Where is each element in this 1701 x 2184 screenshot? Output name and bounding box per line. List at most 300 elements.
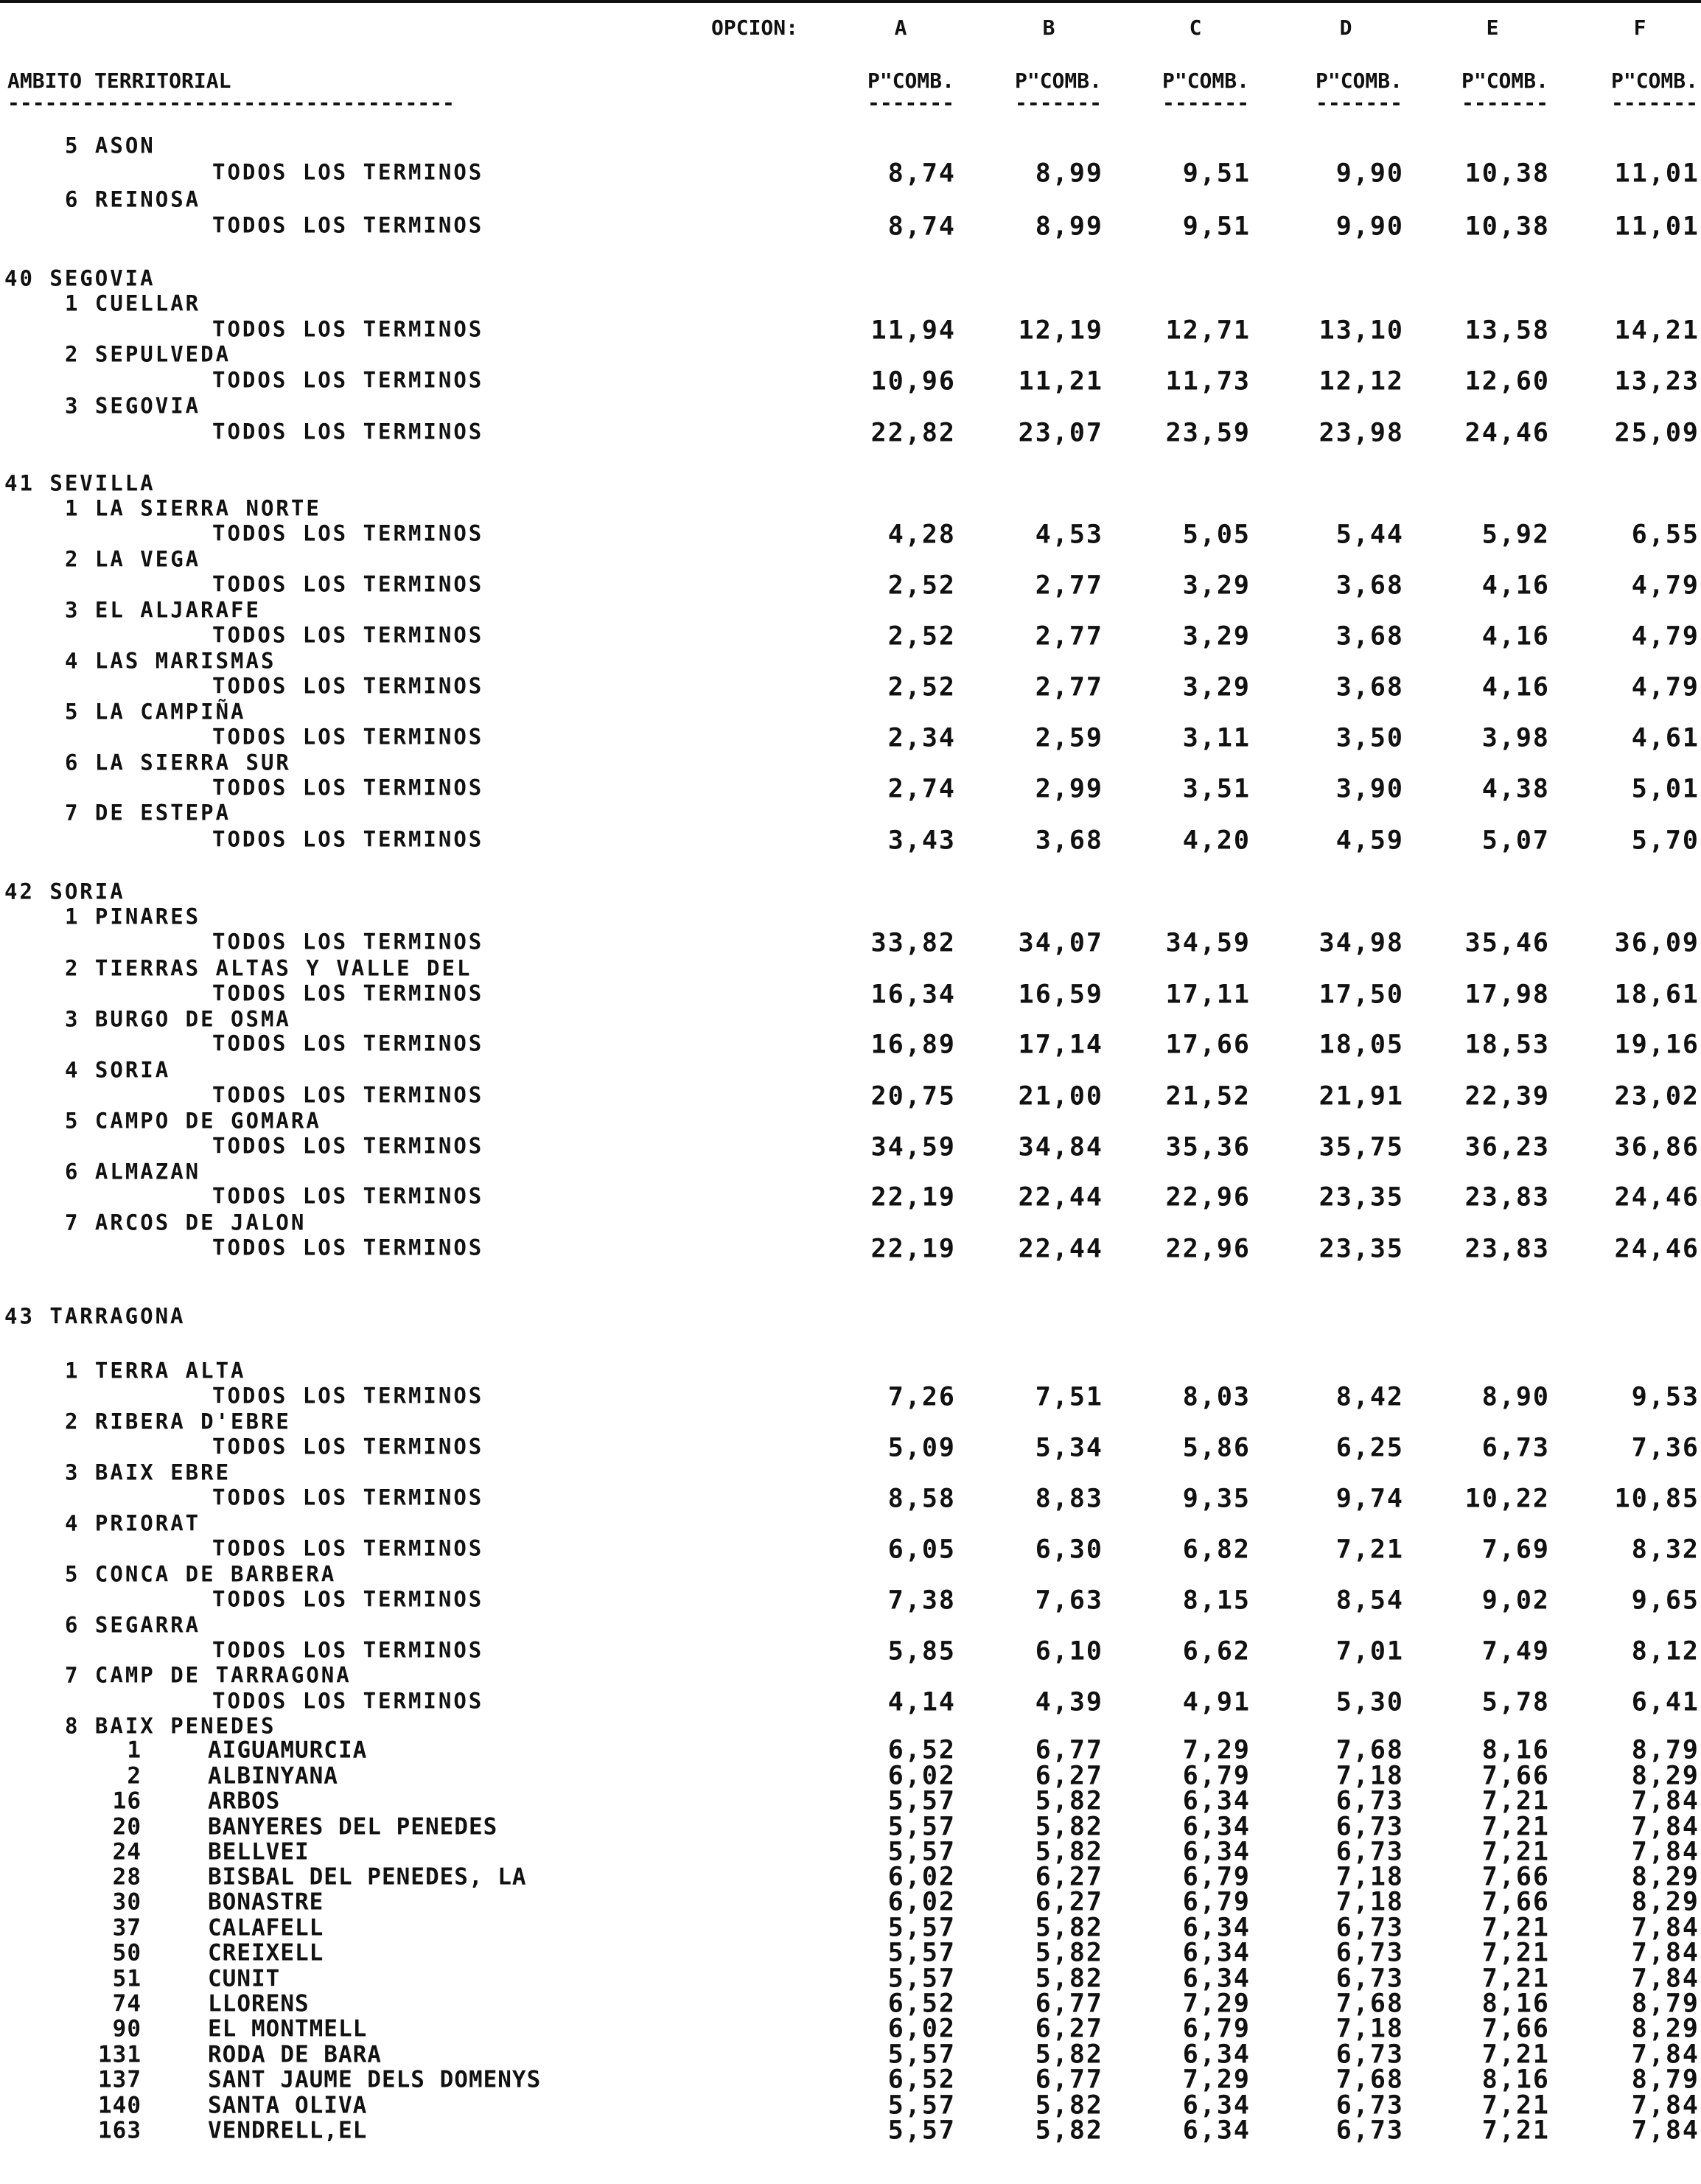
value-cell-b: 22,44 bbox=[1018, 1234, 1103, 1264]
unit-header-underline: ------- bbox=[1610, 91, 1698, 115]
value-cell-b: 5,82 bbox=[1035, 1837, 1103, 1867]
value-cell-a: 5,57 bbox=[887, 1913, 956, 1943]
value-cell-d: 23,35 bbox=[1318, 1234, 1404, 1264]
value-cell-a: 2,74 bbox=[887, 774, 956, 804]
province-heading: 42 SORIA bbox=[4, 879, 125, 904]
value-cell-f: 4,61 bbox=[1631, 723, 1700, 753]
value-cell-f: 23,02 bbox=[1614, 1081, 1700, 1112]
value-cell-e: 7,66 bbox=[1481, 2014, 1550, 2044]
unit-header-underline: ------- bbox=[1162, 91, 1249, 115]
value-cell-d: 21,91 bbox=[1318, 1081, 1404, 1112]
row-label: TODOS LOS TERMINOS bbox=[212, 1434, 484, 1459]
value-cell-e: 7,49 bbox=[1481, 1636, 1550, 1667]
row-label: TODOS LOS TERMINOS bbox=[212, 159, 484, 185]
value-cell-c: 11,73 bbox=[1165, 366, 1251, 397]
zone-heading: 4 LAS MARISMAS bbox=[65, 648, 276, 674]
value-cell-f: 7,36 bbox=[1631, 1433, 1700, 1463]
value-cell-c: 6,34 bbox=[1182, 1964, 1251, 1994]
value-cell-c: 9,35 bbox=[1182, 1484, 1251, 1514]
unit-header: P"COMB. bbox=[1610, 69, 1698, 93]
value-cell-b: 8,83 bbox=[1035, 1484, 1103, 1514]
option-header-a: A bbox=[894, 15, 907, 40]
unit-header: P"COMB. bbox=[1014, 69, 1102, 93]
value-cell-a: 2,52 bbox=[887, 672, 956, 702]
value-cell-c: 3,11 bbox=[1182, 723, 1251, 753]
value-cell-e: 3,98 bbox=[1481, 723, 1550, 753]
municipality-name: BONASTRE bbox=[208, 1888, 324, 1916]
value-cell-c: 6,79 bbox=[1182, 1761, 1251, 1791]
value-cell-c: 3,29 bbox=[1182, 672, 1251, 702]
unit-header-underline: ------- bbox=[1014, 91, 1102, 115]
value-cell-a: 3,43 bbox=[887, 826, 956, 856]
value-cell-a: 4,14 bbox=[887, 1687, 956, 1717]
value-cell-a: 5,09 bbox=[887, 1433, 956, 1463]
value-cell-b: 5,82 bbox=[1035, 1938, 1103, 1968]
value-cell-d: 6,73 bbox=[1335, 1812, 1404, 1842]
row-label: TODOS LOS TERMINOS bbox=[212, 419, 484, 444]
value-cell-e: 5,07 bbox=[1481, 826, 1550, 856]
zone-heading: 7 CAMP DE TARRAGONA bbox=[65, 1662, 352, 1688]
value-cell-d: 7,18 bbox=[1335, 1862, 1404, 1892]
value-cell-d: 3,68 bbox=[1335, 571, 1404, 601]
value-cell-e: 7,66 bbox=[1481, 1862, 1550, 1892]
value-cell-d: 9,90 bbox=[1335, 212, 1404, 242]
municipality-name: VENDRELL,EL bbox=[208, 2117, 368, 2144]
value-cell-f: 5,70 bbox=[1631, 826, 1700, 856]
value-cell-e: 13,58 bbox=[1464, 315, 1550, 346]
value-cell-c: 5,05 bbox=[1182, 520, 1251, 550]
value-cell-a: 20,75 bbox=[870, 1081, 956, 1112]
zone-heading: 3 SEGOVIA bbox=[65, 393, 201, 419]
row-label: TODOS LOS TERMINOS bbox=[212, 1235, 484, 1260]
option-header-f: F bbox=[1633, 15, 1646, 40]
value-cell-d: 3,50 bbox=[1335, 723, 1404, 753]
municipality-name: AIGUAMURCIA bbox=[208, 1737, 368, 1764]
municipality-name: ARBOS bbox=[208, 1787, 281, 1815]
value-cell-e: 4,38 bbox=[1481, 774, 1550, 804]
value-cell-a: 8,74 bbox=[887, 212, 956, 242]
row-label: TODOS LOS TERMINOS bbox=[212, 622, 484, 648]
value-cell-e: 5,92 bbox=[1481, 520, 1550, 550]
value-cell-c: 6,34 bbox=[1182, 2115, 1251, 2146]
zone-heading: 3 BAIX EBRE bbox=[65, 1459, 231, 1485]
value-cell-e: 18,53 bbox=[1464, 1030, 1550, 1060]
value-cell-b: 6,77 bbox=[1035, 2065, 1103, 2095]
value-cell-c: 23,59 bbox=[1165, 418, 1251, 448]
value-cell-f: 8,79 bbox=[1631, 1989, 1700, 2019]
zone-heading: 3 EL ALJARAFE bbox=[65, 597, 261, 623]
municipality-code: 20 bbox=[112, 1813, 142, 1841]
municipality-name: CUNIT bbox=[208, 1965, 281, 1992]
municipality-code: 140 bbox=[98, 2092, 142, 2119]
value-cell-d: 13,10 bbox=[1318, 315, 1404, 346]
value-cell-d: 7,68 bbox=[1335, 2065, 1404, 2095]
value-cell-b: 3,68 bbox=[1035, 826, 1103, 856]
province-heading: 41 SEVILLA bbox=[4, 470, 156, 496]
value-cell-b: 5,34 bbox=[1035, 1433, 1103, 1463]
opcion-label: OPCION: bbox=[711, 15, 799, 40]
value-cell-c: 22,96 bbox=[1165, 1182, 1251, 1213]
municipality-name: SANTA OLIVA bbox=[208, 2092, 368, 2119]
value-cell-a: 7,38 bbox=[887, 1585, 956, 1616]
value-cell-c: 7,29 bbox=[1182, 1735, 1251, 1765]
row-label: TODOS LOS TERMINOS bbox=[212, 1688, 484, 1714]
value-cell-c: 6,79 bbox=[1182, 2014, 1251, 2044]
value-cell-b: 2,77 bbox=[1035, 571, 1103, 601]
value-cell-e: 8,16 bbox=[1481, 1735, 1550, 1765]
value-cell-f: 4,79 bbox=[1631, 621, 1700, 652]
value-cell-a: 6,52 bbox=[887, 2065, 956, 2095]
option-header-e: E bbox=[1486, 15, 1499, 40]
value-cell-c: 35,36 bbox=[1165, 1132, 1251, 1162]
value-cell-d: 8,54 bbox=[1335, 1585, 1404, 1616]
value-cell-f: 7,84 bbox=[1631, 2115, 1700, 2146]
row-label: TODOS LOS TERMINOS bbox=[212, 520, 484, 546]
value-cell-e: 4,16 bbox=[1481, 621, 1550, 652]
value-cell-e: 22,39 bbox=[1464, 1081, 1550, 1112]
unit-header: P"COMB. bbox=[1162, 69, 1249, 93]
unit-header-underline: ------- bbox=[1461, 91, 1548, 115]
value-cell-a: 2,34 bbox=[887, 723, 956, 753]
value-cell-e: 35,46 bbox=[1464, 928, 1550, 958]
value-cell-c: 6,79 bbox=[1182, 1887, 1251, 1917]
municipality-name: BELLVEI bbox=[208, 1838, 310, 1866]
value-cell-f: 11,01 bbox=[1614, 158, 1700, 189]
unit-header: P"COMB. bbox=[867, 69, 954, 93]
value-cell-f: 4,79 bbox=[1631, 672, 1700, 702]
value-cell-a: 11,94 bbox=[870, 315, 956, 346]
municipality-name: RODA DE BARA bbox=[208, 2041, 382, 2068]
row-label: TODOS LOS TERMINOS bbox=[212, 724, 484, 750]
option-header-b: B bbox=[1042, 15, 1055, 40]
value-cell-b: 7,51 bbox=[1035, 1382, 1103, 1412]
value-cell-a: 5,57 bbox=[887, 1964, 956, 1994]
value-cell-f: 8,29 bbox=[1631, 2014, 1700, 2044]
value-cell-c: 6,34 bbox=[1182, 1938, 1251, 1968]
value-cell-a: 5,57 bbox=[887, 1938, 956, 1968]
value-cell-b: 5,82 bbox=[1035, 2040, 1103, 2070]
value-cell-d: 7,01 bbox=[1335, 1636, 1404, 1667]
unit-header: P"COMB. bbox=[1461, 69, 1548, 93]
value-cell-b: 8,99 bbox=[1035, 158, 1103, 189]
value-cell-b: 2,99 bbox=[1035, 774, 1103, 804]
value-cell-a: 8,58 bbox=[887, 1484, 956, 1514]
value-cell-a: 22,19 bbox=[870, 1182, 956, 1213]
value-cell-e: 10,38 bbox=[1464, 212, 1550, 242]
zone-heading: 5 ASON bbox=[65, 133, 156, 158]
value-cell-f: 7,84 bbox=[1631, 1837, 1700, 1867]
value-cell-f: 7,84 bbox=[1631, 1812, 1700, 1842]
value-cell-f: 10,85 bbox=[1614, 1484, 1700, 1514]
row-label: TODOS LOS TERMINOS bbox=[212, 1082, 484, 1108]
municipality-name: LLORENS bbox=[208, 1990, 310, 2017]
row-label: TODOS LOS TERMINOS bbox=[212, 571, 484, 597]
zone-heading: 5 LA CAMPIÑA bbox=[65, 699, 246, 725]
value-cell-c: 12,71 bbox=[1165, 315, 1251, 346]
value-cell-a: 5,85 bbox=[887, 1636, 956, 1667]
value-cell-e: 7,21 bbox=[1481, 1964, 1550, 1994]
value-cell-d: 6,73 bbox=[1335, 2090, 1404, 2121]
value-cell-a: 6,02 bbox=[887, 2014, 956, 2044]
value-cell-b: 6,10 bbox=[1035, 1636, 1103, 1667]
value-cell-c: 8,15 bbox=[1182, 1585, 1251, 1616]
municipality-code: 163 bbox=[98, 2117, 142, 2144]
value-cell-b: 6,27 bbox=[1035, 1761, 1103, 1791]
value-cell-c: 5,86 bbox=[1182, 1433, 1251, 1463]
value-cell-b: 6,27 bbox=[1035, 2014, 1103, 2044]
value-cell-d: 7,68 bbox=[1335, 1735, 1404, 1765]
value-cell-a: 8,74 bbox=[887, 158, 956, 189]
value-cell-f: 19,16 bbox=[1614, 1030, 1700, 1060]
top-rule bbox=[0, 0, 1701, 3]
value-cell-e: 10,22 bbox=[1464, 1484, 1550, 1514]
value-cell-d: 3,90 bbox=[1335, 774, 1404, 804]
value-cell-a: 6,02 bbox=[887, 1761, 956, 1791]
value-cell-f: 7,84 bbox=[1631, 1964, 1700, 1994]
value-cell-a: 6,05 bbox=[887, 1535, 956, 1565]
value-cell-e: 7,21 bbox=[1481, 1786, 1550, 1816]
value-cell-f: 7,84 bbox=[1631, 2090, 1700, 2121]
value-cell-d: 18,05 bbox=[1318, 1030, 1404, 1060]
value-cell-b: 2,77 bbox=[1035, 621, 1103, 652]
row-label: TODOS LOS TERMINOS bbox=[212, 1133, 484, 1159]
value-cell-b: 17,14 bbox=[1018, 1030, 1103, 1060]
value-cell-f: 7,84 bbox=[1631, 1913, 1700, 1943]
value-cell-d: 6,73 bbox=[1335, 2115, 1404, 2146]
value-cell-d: 9,90 bbox=[1335, 158, 1404, 189]
row-label: TODOS LOS TERMINOS bbox=[212, 1637, 484, 1663]
value-cell-e: 5,78 bbox=[1481, 1687, 1550, 1717]
value-cell-a: 5,57 bbox=[887, 2040, 956, 2070]
value-cell-e: 23,83 bbox=[1464, 1182, 1550, 1213]
value-cell-c: 21,52 bbox=[1165, 1081, 1251, 1112]
municipality-name: ALBINYANA bbox=[208, 1762, 338, 1790]
value-cell-b: 34,07 bbox=[1018, 928, 1103, 958]
value-cell-e: 7,69 bbox=[1481, 1535, 1550, 1565]
unit-header: P"COMB. bbox=[1315, 69, 1403, 93]
province-heading: 43 TARRAGONA bbox=[4, 1303, 186, 1329]
value-cell-f: 8,79 bbox=[1631, 2065, 1700, 2095]
value-cell-e: 7,21 bbox=[1481, 2040, 1550, 2070]
row-label: TODOS LOS TERMINOS bbox=[212, 1535, 484, 1561]
municipality-name: CREIXELL bbox=[208, 1939, 324, 1967]
value-cell-e: 8,90 bbox=[1481, 1382, 1550, 1412]
value-cell-e: 17,98 bbox=[1464, 980, 1550, 1010]
value-cell-a: 16,34 bbox=[870, 980, 956, 1010]
value-cell-f: 24,46 bbox=[1614, 1234, 1700, 1264]
municipality-code: 74 bbox=[112, 1990, 142, 2017]
zone-heading: 4 PRIORAT bbox=[65, 1510, 201, 1536]
value-cell-e: 7,21 bbox=[1481, 1913, 1550, 1943]
zone-heading: 4 SORIA bbox=[65, 1057, 171, 1083]
value-cell-e: 9,02 bbox=[1481, 1585, 1550, 1616]
value-cell-f: 7,84 bbox=[1631, 1938, 1700, 1968]
municipality-code: 90 bbox=[112, 2015, 142, 2042]
value-cell-f: 14,21 bbox=[1614, 315, 1700, 346]
municipality-code: 1 bbox=[127, 1737, 142, 1764]
value-cell-b: 6,27 bbox=[1035, 1887, 1103, 1917]
municipality-code: 24 bbox=[112, 1838, 142, 1866]
value-cell-e: 8,16 bbox=[1481, 1989, 1550, 2019]
value-cell-d: 3,68 bbox=[1335, 672, 1404, 702]
value-cell-f: 6,55 bbox=[1631, 520, 1700, 550]
row-label: TODOS LOS TERMINOS bbox=[212, 775, 484, 800]
value-cell-b: 6,27 bbox=[1035, 1862, 1103, 1892]
zone-heading: 6 REINOSA bbox=[65, 186, 201, 212]
zone-heading: 5 CAMPO DE GOMARA bbox=[65, 1108, 321, 1134]
value-cell-f: 5,01 bbox=[1631, 774, 1700, 804]
value-cell-d: 9,74 bbox=[1335, 1484, 1404, 1514]
municipality-code: 137 bbox=[98, 2066, 142, 2093]
value-cell-d: 23,35 bbox=[1318, 1182, 1404, 1213]
value-cell-b: 6,30 bbox=[1035, 1535, 1103, 1565]
municipality-name: SANT JAUME DELS DOMENYS bbox=[208, 2066, 542, 2093]
value-cell-c: 3,51 bbox=[1182, 774, 1251, 804]
row-label: TODOS LOS TERMINOS bbox=[212, 929, 484, 955]
value-cell-a: 22,82 bbox=[870, 418, 956, 448]
value-cell-a: 5,57 bbox=[887, 1812, 956, 1842]
value-cell-d: 6,25 bbox=[1335, 1433, 1404, 1463]
value-cell-d: 8,42 bbox=[1335, 1382, 1404, 1412]
row-label: TODOS LOS TERMINOS bbox=[212, 367, 484, 393]
municipality-code: 51 bbox=[112, 1965, 142, 1992]
value-cell-e: 10,38 bbox=[1464, 158, 1550, 189]
zone-heading: 1 TERRA ALTA bbox=[65, 1358, 246, 1384]
value-cell-f: 8,29 bbox=[1631, 1862, 1700, 1892]
value-cell-c: 6,34 bbox=[1182, 1913, 1251, 1943]
row-label: TODOS LOS TERMINOS bbox=[212, 212, 484, 238]
option-header-c: C bbox=[1189, 15, 1202, 40]
municipality-code: 37 bbox=[112, 1914, 142, 1941]
zone-heading: 8 BAIX PENEDES bbox=[65, 1713, 276, 1739]
municipality-code: 131 bbox=[98, 2041, 142, 2068]
zone-heading: 2 LA VEGA bbox=[65, 546, 201, 572]
value-cell-d: 23,98 bbox=[1318, 418, 1404, 448]
zone-heading: 5 CONCA DE BARBERA bbox=[65, 1561, 337, 1587]
value-cell-d: 17,50 bbox=[1318, 980, 1404, 1010]
row-label: TODOS LOS TERMINOS bbox=[212, 1586, 484, 1612]
value-cell-e: 7,21 bbox=[1481, 1812, 1550, 1842]
value-cell-b: 4,53 bbox=[1035, 520, 1103, 550]
value-cell-a: 5,57 bbox=[887, 1786, 956, 1816]
value-cell-c: 4,91 bbox=[1182, 1687, 1251, 1717]
value-cell-a: 5,57 bbox=[887, 2115, 956, 2146]
value-cell-b: 7,63 bbox=[1035, 1585, 1103, 1616]
value-cell-d: 5,44 bbox=[1335, 520, 1404, 550]
value-cell-a: 22,19 bbox=[870, 1234, 956, 1264]
value-cell-e: 4,16 bbox=[1481, 571, 1550, 601]
value-cell-f: 8,29 bbox=[1631, 1761, 1700, 1791]
value-cell-e: 7,21 bbox=[1481, 2115, 1550, 2146]
municipality-name: BISBAL DEL PENEDES, LA bbox=[208, 1863, 527, 1891]
ambito-underline: ------------------------------------ bbox=[7, 91, 455, 115]
value-cell-f: 8,12 bbox=[1631, 1636, 1700, 1667]
value-cell-b: 34,84 bbox=[1018, 1132, 1103, 1162]
value-cell-d: 7,18 bbox=[1335, 1761, 1404, 1791]
value-cell-a: 6,02 bbox=[887, 1862, 956, 1892]
zone-heading: 7 DE ESTEPA bbox=[65, 800, 231, 826]
value-cell-d: 5,30 bbox=[1335, 1687, 1404, 1717]
zone-heading: 2 TIERRAS ALTAS Y VALLE DEL bbox=[65, 955, 472, 981]
value-cell-b: 6,77 bbox=[1035, 1989, 1103, 2019]
municipality-code: 2 bbox=[127, 1762, 142, 1790]
value-cell-e: 12,60 bbox=[1464, 366, 1550, 397]
value-cell-d: 7,68 bbox=[1335, 1989, 1404, 2019]
municipality-name: BANYERES DEL PENEDES bbox=[208, 1813, 498, 1841]
value-cell-c: 4,20 bbox=[1182, 826, 1251, 856]
value-cell-b: 2,77 bbox=[1035, 672, 1103, 702]
value-cell-f: 24,46 bbox=[1614, 1182, 1700, 1213]
value-cell-b: 5,82 bbox=[1035, 1786, 1103, 1816]
value-cell-b: 21,00 bbox=[1018, 1081, 1103, 1112]
row-label: TODOS LOS TERMINOS bbox=[212, 1183, 484, 1209]
value-cell-d: 6,73 bbox=[1335, 2040, 1404, 2070]
value-cell-a: 6,52 bbox=[887, 1735, 956, 1765]
municipality-code: 30 bbox=[112, 1888, 142, 1916]
value-cell-c: 7,29 bbox=[1182, 1989, 1251, 2019]
value-cell-e: 6,73 bbox=[1481, 1433, 1550, 1463]
value-cell-e: 7,66 bbox=[1481, 1887, 1550, 1917]
value-cell-b: 23,07 bbox=[1018, 418, 1103, 448]
value-cell-b: 5,82 bbox=[1035, 2115, 1103, 2146]
value-cell-b: 5,82 bbox=[1035, 1964, 1103, 1994]
zone-heading: 3 BURGO DE OSMA bbox=[65, 1006, 291, 1032]
municipality-name: CALAFELL bbox=[208, 1914, 324, 1941]
value-cell-a: 5,57 bbox=[887, 2090, 956, 2121]
value-cell-f: 18,61 bbox=[1614, 980, 1700, 1010]
value-cell-b: 2,59 bbox=[1035, 723, 1103, 753]
value-cell-c: 6,79 bbox=[1182, 1862, 1251, 1892]
zone-heading: 6 SEGARRA bbox=[65, 1612, 201, 1638]
value-cell-f: 36,86 bbox=[1614, 1132, 1700, 1162]
value-cell-c: 6,34 bbox=[1182, 1786, 1251, 1816]
value-cell-f: 4,79 bbox=[1631, 571, 1700, 601]
value-cell-b: 11,21 bbox=[1018, 366, 1103, 397]
value-cell-f: 13,23 bbox=[1614, 366, 1700, 397]
unit-header-underline: ------- bbox=[1315, 91, 1403, 115]
municipality-code: 28 bbox=[112, 1863, 142, 1891]
value-cell-c: 7,29 bbox=[1182, 2065, 1251, 2095]
zone-heading: 6 LA SIERRA SUR bbox=[65, 750, 291, 775]
value-cell-b: 12,19 bbox=[1018, 315, 1103, 346]
value-cell-e: 4,16 bbox=[1481, 672, 1550, 702]
value-cell-e: 7,21 bbox=[1481, 1837, 1550, 1867]
value-cell-c: 6,34 bbox=[1182, 1837, 1251, 1867]
row-label: TODOS LOS TERMINOS bbox=[212, 1383, 484, 1409]
value-cell-c: 22,96 bbox=[1165, 1234, 1251, 1264]
zone-heading: 1 CUELLAR bbox=[65, 290, 201, 316]
value-cell-a: 5,57 bbox=[887, 1837, 956, 1867]
municipality-name: EL MONTMELL bbox=[208, 2015, 368, 2042]
value-cell-e: 7,21 bbox=[1481, 2090, 1550, 2121]
value-cell-f: 11,01 bbox=[1614, 212, 1700, 242]
province-heading: 40 SEGOVIA bbox=[4, 265, 156, 291]
value-cell-c: 6,82 bbox=[1182, 1535, 1251, 1565]
value-cell-d: 3,68 bbox=[1335, 621, 1404, 652]
value-cell-d: 7,21 bbox=[1335, 1535, 1404, 1565]
value-cell-c: 17,66 bbox=[1165, 1030, 1251, 1060]
value-cell-d: 35,75 bbox=[1318, 1132, 1404, 1162]
value-cell-c: 9,51 bbox=[1182, 158, 1251, 189]
value-cell-c: 6,34 bbox=[1182, 2090, 1251, 2121]
value-cell-a: 2,52 bbox=[887, 621, 956, 652]
value-cell-a: 10,96 bbox=[870, 366, 956, 397]
value-cell-c: 8,03 bbox=[1182, 1382, 1251, 1412]
value-cell-f: 6,41 bbox=[1631, 1687, 1700, 1717]
value-cell-b: 5,82 bbox=[1035, 1913, 1103, 1943]
municipality-code: 16 bbox=[112, 1787, 142, 1815]
value-cell-b: 22,44 bbox=[1018, 1182, 1103, 1213]
